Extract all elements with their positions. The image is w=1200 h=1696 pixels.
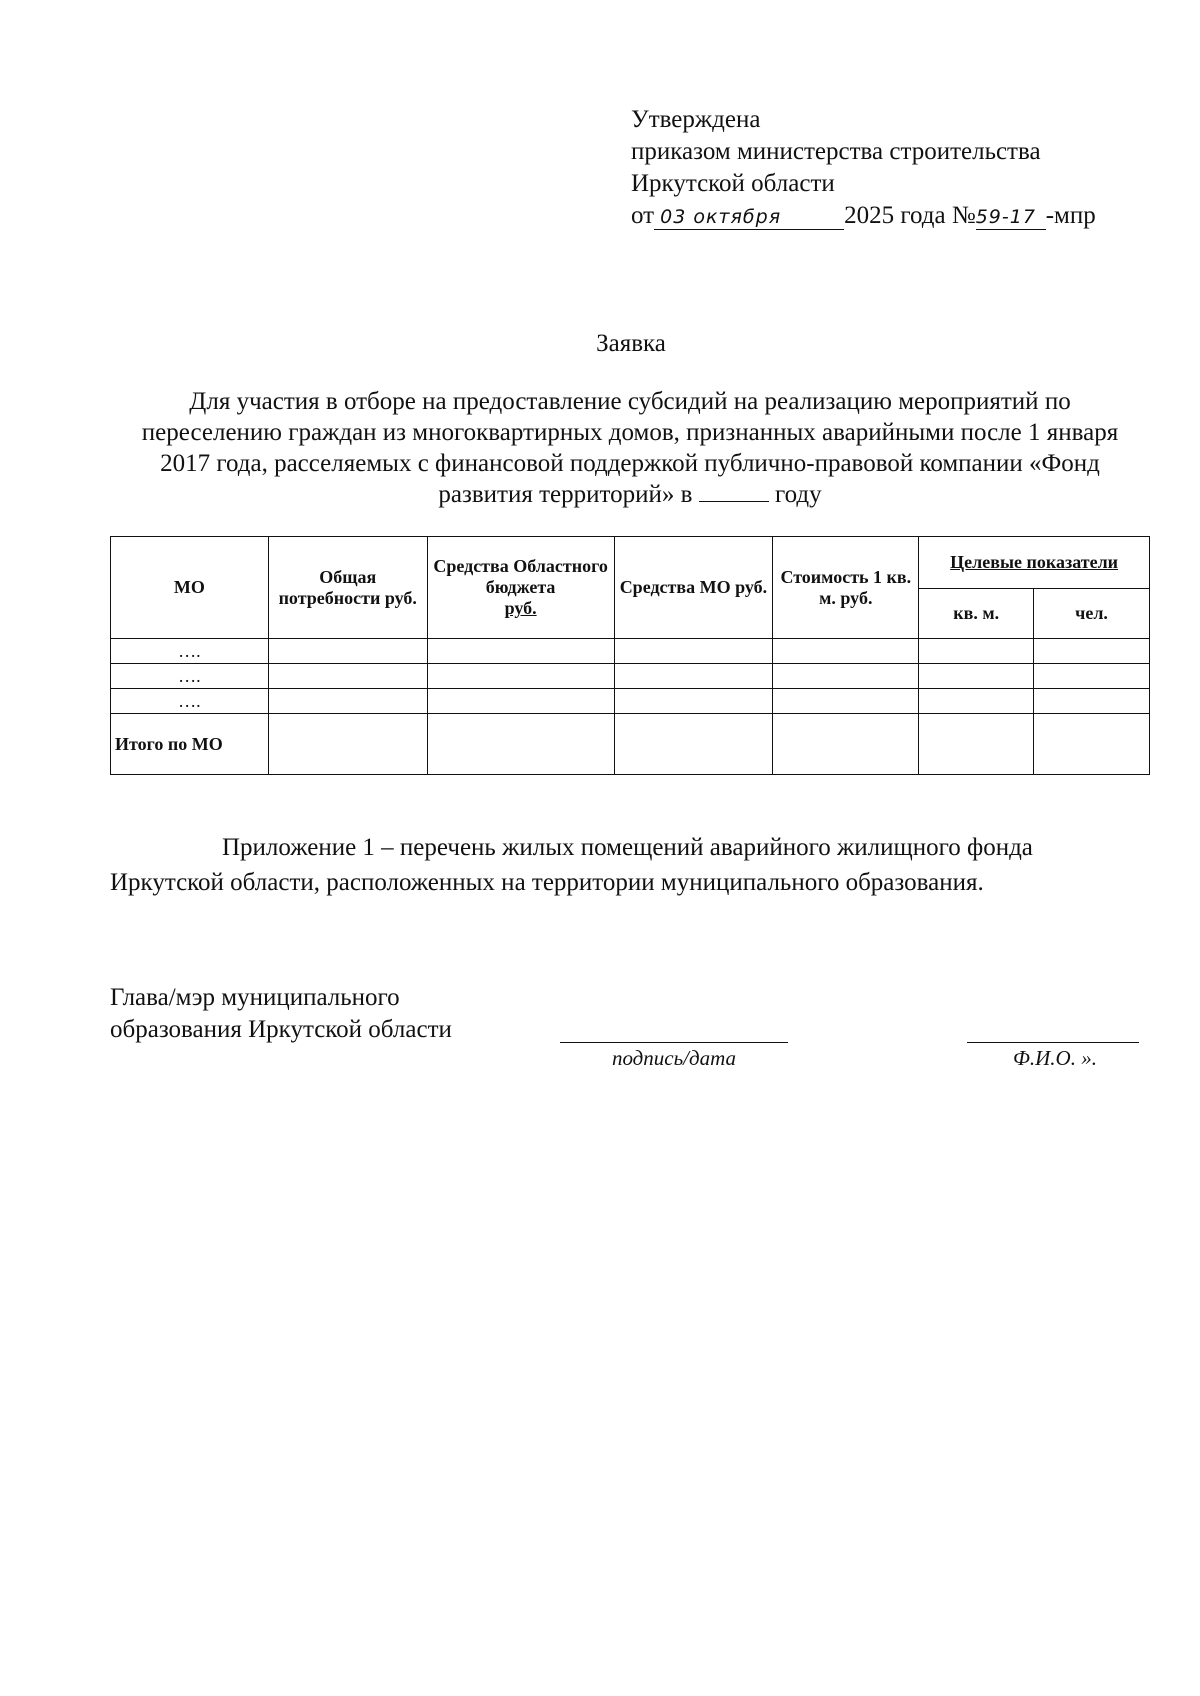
- total-row: [111, 714, 1150, 775]
- table-cell: [773, 664, 919, 689]
- header-mo: МО: [111, 537, 269, 639]
- header-cost-per-m2: Стоимость 1 кв. м. руб.: [773, 537, 919, 639]
- table-row: [111, 689, 1150, 714]
- header-regional-budget: [427, 537, 614, 639]
- table-cell: [1034, 689, 1150, 714]
- table-cell: [427, 714, 614, 775]
- appendix-paragraph: Приложение 1 – перечень жилых помещений аварийного жилищного фонда Иркутской области, расположенных на территории муниципального образования.: [110, 834, 1033, 896]
- row-name: ….: [111, 689, 269, 714]
- row-name: ….: [111, 639, 269, 664]
- table-cell: [1034, 664, 1150, 689]
- full-name-caption: Ф.И.О. ».: [1013, 1046, 1097, 1070]
- total-label: Итого по МО: [111, 714, 269, 775]
- table-row: [111, 664, 1150, 689]
- table-cell: [268, 714, 427, 775]
- table-cell: [268, 664, 427, 689]
- approval-line-2: приказом министерства строительства: [631, 138, 1041, 165]
- handwritten-number: 59-17: [976, 205, 1046, 230]
- purpose-text: Для участия в отборе на предоставление субсидий на реализацию мероприятий по переселению граждан из многоквартирных домов, признанных аварийными после 1 января 2017 года, расселяемых с финансовой поддержкой публично-правовой компании «Фонд развития территорий» в: [141, 388, 1119, 508]
- table-cell: [919, 714, 1034, 775]
- handwritten-date: 03 октября: [654, 205, 844, 230]
- signature-date-caption: подпись/дата: [611, 1046, 737, 1070]
- purpose-paragraph: [140, 386, 1120, 510]
- approval-line-3: Иркутской области: [631, 170, 835, 197]
- table-cell: [919, 664, 1034, 689]
- header-regional-budget-text: Средства Областного бюджета: [433, 556, 608, 597]
- header-total-need: Общая потребности руб.: [268, 537, 427, 639]
- table-cell: [614, 714, 773, 775]
- header-regional-budget-unit: руб.: [504, 598, 537, 618]
- table-cell: [614, 664, 773, 689]
- table-cell: [614, 639, 773, 664]
- table-cell: [919, 639, 1034, 664]
- approval-prefix: от: [631, 202, 655, 229]
- purpose-year-suffix: году: [774, 481, 822, 508]
- row-name: ….: [111, 664, 269, 689]
- table-cell: [1034, 639, 1150, 664]
- table-cell: [268, 639, 427, 664]
- header-people: чел.: [1034, 589, 1150, 639]
- document-title: Заявка: [596, 330, 666, 357]
- signatory-line-2: образования Иркутской области: [110, 1016, 452, 1043]
- table-row: [111, 639, 1150, 664]
- table-cell: [1034, 714, 1150, 775]
- table-cell: [427, 664, 614, 689]
- signatory-block: [110, 982, 452, 1046]
- table-cell: [268, 689, 427, 714]
- signatory-line-1: Глава/мэр муниципального: [110, 984, 400, 1011]
- approval-block: [631, 104, 1096, 232]
- approval-suffix: -мпр: [1045, 202, 1096, 229]
- table-cell: [427, 689, 614, 714]
- signature-date-line: [560, 1042, 788, 1043]
- table-cell: [773, 714, 919, 775]
- approval-date-line: [631, 200, 1096, 232]
- table-cell: [427, 639, 614, 664]
- year-blank: [699, 481, 769, 502]
- application-table: [110, 536, 1150, 775]
- header-targets: Целевые показатели: [919, 537, 1150, 589]
- full-name-line: [967, 1042, 1139, 1043]
- approval-line-1: Утверждена: [631, 106, 761, 133]
- header-mo-funds: Средства МО руб.: [614, 537, 773, 639]
- approval-year-text: 2025 года №: [844, 202, 976, 229]
- table-cell: [773, 689, 919, 714]
- table-cell: [919, 689, 1034, 714]
- table-cell: [773, 639, 919, 664]
- table-cell: [614, 689, 773, 714]
- header-sq-m: кв. м.: [919, 589, 1034, 639]
